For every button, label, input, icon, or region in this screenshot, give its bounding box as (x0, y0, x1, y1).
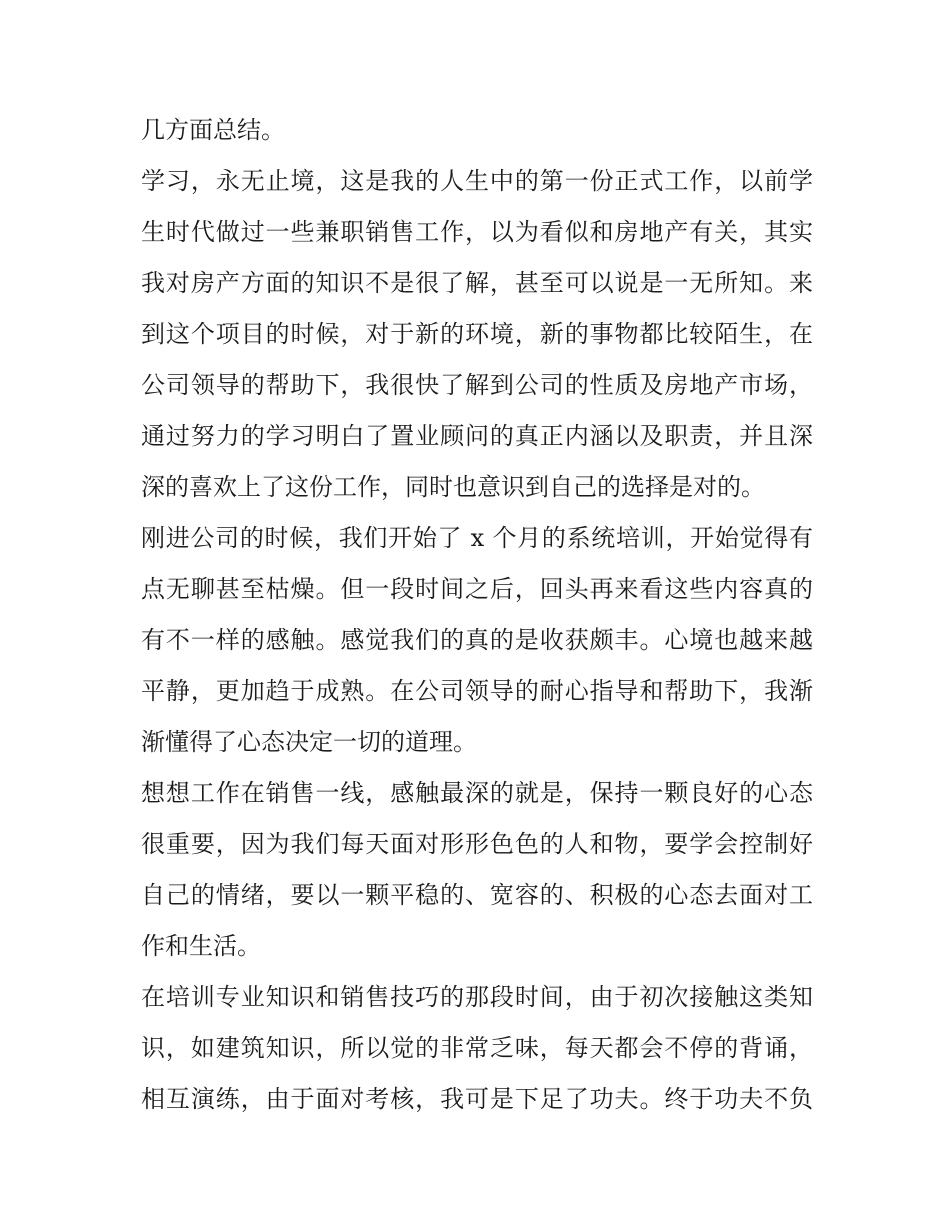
text-line: 生时代做过一些兼职销售工作，以为看似和房地产有关，其实 (141, 218, 813, 246)
text-line: 作和生活。 (141, 932, 261, 960)
text-line: 很重要，因为我们每天面对形形色色的人和物，要学会控制好 (141, 830, 813, 858)
text-line: 到这个项目的时候，对于新的环境，新的事物都比较陌生，在 (141, 320, 813, 348)
text-line: 渐懂得了心态决定一切的道理。 (141, 728, 477, 756)
text-line: 几方面总结。 (141, 116, 285, 144)
text-line: 有不一样的感触。感觉我们的真的是收获颇丰。心境也越来越 (141, 626, 813, 654)
text-line: 点无聊甚至枯燥。但一段时间之后，回头再来看这些内容真的 (141, 575, 813, 603)
text-line: 学习，永无止境，这是我的人生中的第一份正式工作，以前学 (141, 167, 813, 195)
text-line: 在培训专业知识和销售技巧的那段时间，由于初次接触这类知 (141, 983, 813, 1011)
text-line: 通过努力的学习明白了置业顾问的真正内涵以及职责，并且深 (141, 422, 813, 450)
text-line: 我对房产方面的知识不是很了解，甚至可以说是一无所知。来 (141, 269, 813, 297)
text-line: 刚进公司的时候，我们开始了 x 个月的系统培训，开始觉得有 (141, 524, 813, 552)
text-line: 识，如建筑知识，所以觉的非常乏味，每天都会不停的背诵， (141, 1034, 813, 1062)
text-line: 自己的情绪，要以一颗平稳的、宽容的、积极的心态去面对工 (141, 881, 813, 909)
text-line: 相互演练，由于面对考核，我可是下足了功夫。终于功夫不负 (141, 1085, 813, 1113)
text-line: 平静，更加趋于成熟。在公司领导的耐心指导和帮助下，我渐 (141, 677, 813, 705)
text-line: 深的喜欢上了这份工作，同时也意识到自己的选择是对的。 (141, 473, 765, 501)
document-body (141, 107, 813, 1127)
text-line: 想想工作在销售一线，感触最深的就是，保持一颗良好的心态 (141, 779, 813, 807)
text-line: 公司领导的帮助下，我很快了解到公司的性质及房地产市场， (141, 371, 813, 399)
